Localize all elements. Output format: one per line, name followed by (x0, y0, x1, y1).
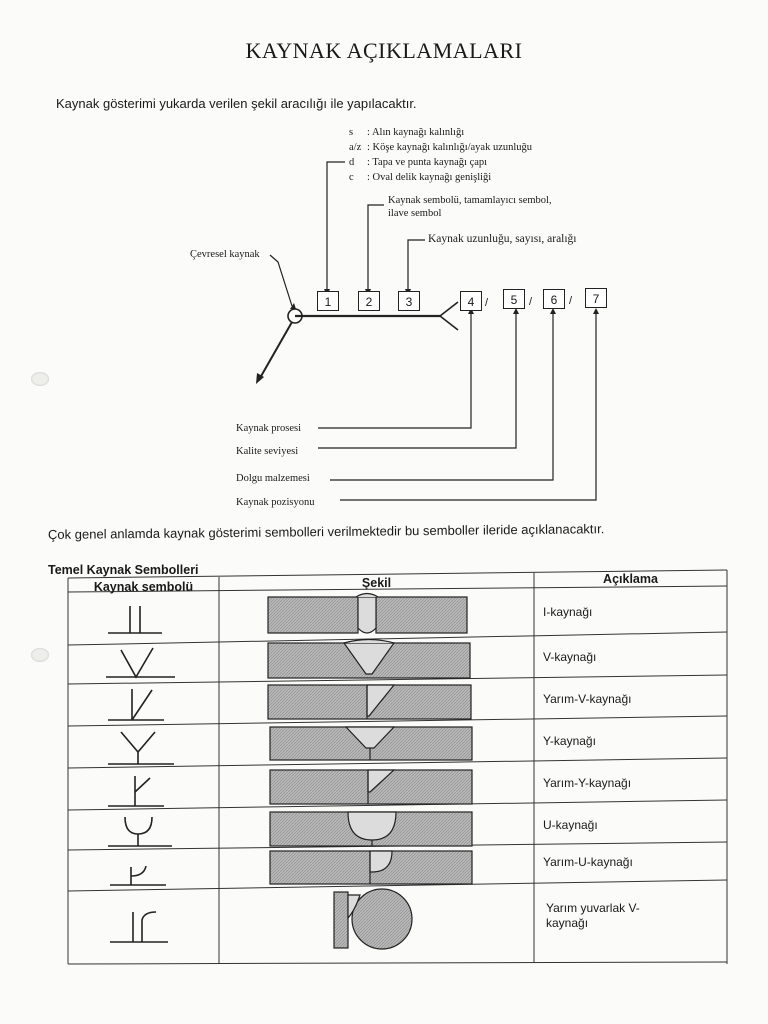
legend-item: c : Oval delik kaynağı genişliği (349, 172, 492, 183)
half-y-weld-icon (108, 776, 164, 806)
v-weld-icon (106, 648, 175, 677)
row-description: Yarım-V-kaynağı (543, 692, 632, 706)
intro-text: Kaynak gösterimi yukarda verilen şekil aracılığı ile yapılacaktır. (56, 96, 417, 111)
summary-text: Çok genel anlamda kaynak gösterimi sembolleri verilmektedir bu semboller ileride açıklanacaktır. (47, 521, 605, 542)
header-symbol: Kaynak sembolü (93, 580, 194, 594)
u-weld-shape (270, 812, 472, 846)
separator: / (529, 296, 533, 308)
field-box-3: 3 (398, 291, 420, 311)
table-title: Temel Kaynak Sembolleri (48, 563, 199, 577)
half-round-v-weld-shape (334, 889, 412, 949)
label-symbol-cont: ilave sembol (388, 208, 442, 219)
separator: / (569, 295, 573, 307)
label-quality: Kalite seviyesi (236, 446, 299, 457)
row-description-cont: kaynağı (546, 916, 589, 930)
row-description: I-kaynağı (543, 605, 593, 619)
half-v-weld-icon (108, 689, 164, 720)
half-u-weld-icon (110, 866, 166, 885)
y-weld-icon (108, 732, 174, 764)
half-round-v-weld-icon (110, 912, 168, 942)
row-description: Yarım yuvarlak V- (546, 901, 640, 915)
half-v-weld-shape (268, 685, 471, 719)
field-box-4: 4 (460, 291, 482, 311)
separator: / (485, 297, 489, 309)
field-box-2: 2 (358, 291, 380, 311)
label-process: Kaynak prosesi (236, 423, 302, 434)
v-weld-shape (268, 640, 470, 679)
label-filler: Dolgu malzemesi (236, 473, 310, 484)
legend-item: s : Alın kaynağı kalınlığı (349, 127, 465, 138)
i-weld-shape (268, 594, 467, 634)
row-description: Yarım-U-kaynağı (543, 855, 633, 869)
field-box-5: 5 (503, 289, 525, 309)
header-shape: Şekil (361, 576, 392, 590)
label-length: Kaynak uzunluğu, sayısı, aralığı (428, 233, 577, 245)
row-description: Y-kaynağı (543, 734, 596, 748)
y-weld-shape (270, 727, 472, 760)
legend-item: d : Tapa ve punta kaynağı çapı (349, 157, 488, 168)
field-box-6: 6 (543, 289, 565, 309)
row-description: Yarım-Y-kaynağı (543, 776, 632, 790)
row-description: U-kaynağı (543, 818, 598, 832)
i-weld-icon (108, 606, 162, 633)
half-u-weld-shape (270, 851, 472, 884)
legend-item: a/z : Köşe kaynağı kalınlığı/ayak uzunluğu (349, 142, 533, 153)
half-y-weld-shape (270, 770, 472, 804)
label-circumferential: Çevresel kaynak (190, 249, 260, 260)
u-weld-icon (108, 817, 172, 846)
header-description: Açıklama (603, 572, 658, 586)
field-box-1: 1 (317, 291, 339, 311)
page-title: KAYNAK AÇIKLAMALARI (245, 38, 523, 63)
label-symbol: Kaynak sembolü, tamamlayıcı sembol, (388, 195, 552, 206)
field-box-7: 7 (585, 288, 607, 308)
row-description: V-kaynağı (543, 650, 597, 664)
label-position: Kaynak pozisyonu (236, 497, 315, 508)
